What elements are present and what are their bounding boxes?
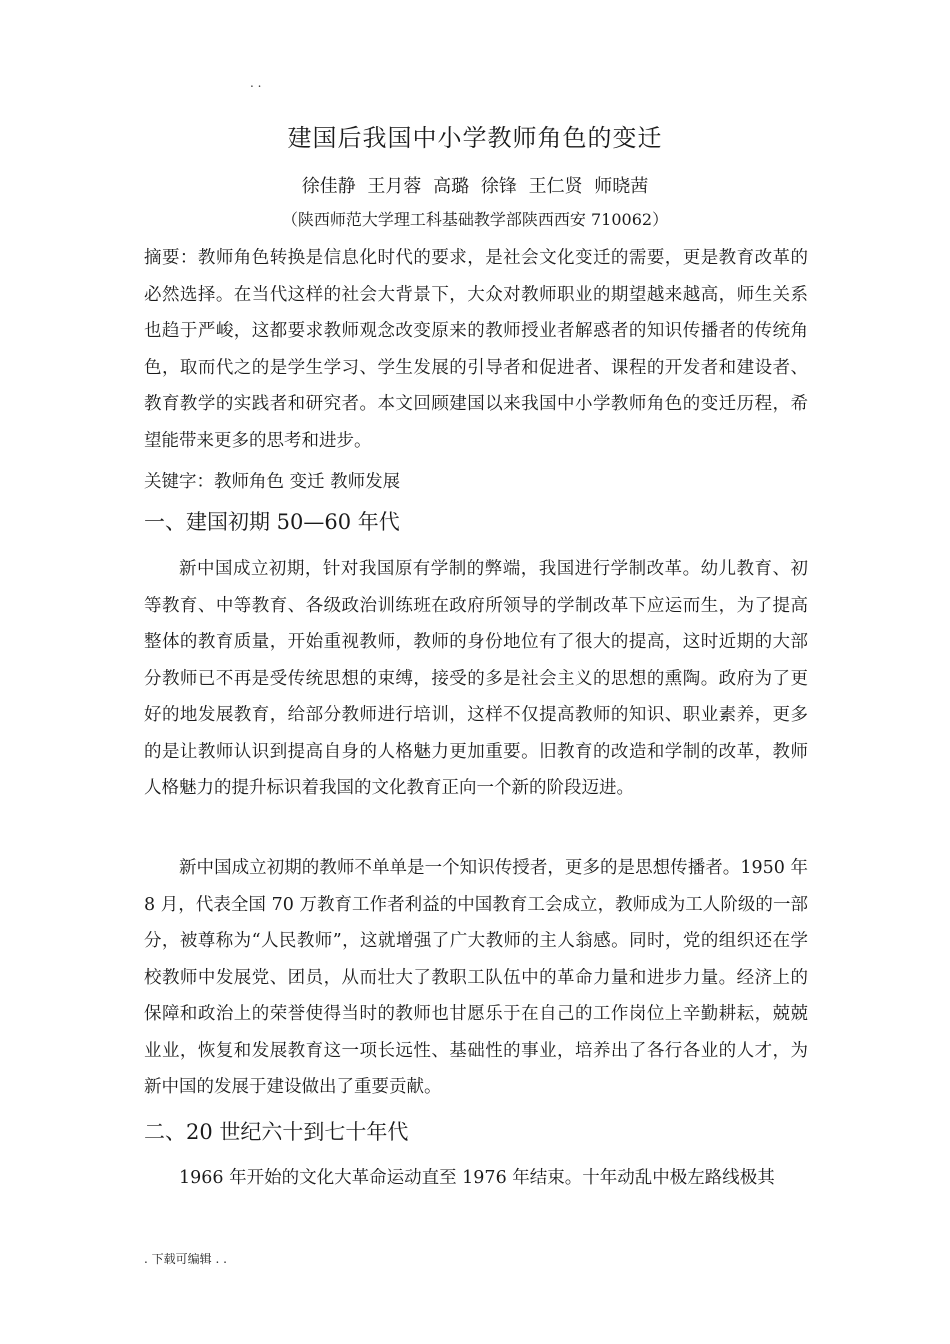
keywords: 关键字：教师角色 变迁 教师发展 <box>144 472 401 492</box>
section-heading-1: 一、建国初期 50—60 年代 <box>144 510 400 534</box>
header-marks: . . <box>250 76 262 90</box>
paper-title: 建国后我国中小学教师角色的变迁 <box>287 124 663 152</box>
section-heading-2: 二、20 世纪六十到七十年代 <box>144 1120 409 1144</box>
abstract: 摘要：教师角色转换是信息化时代的要求，是社会文化变迁的需要，更是教育改革的必然选择。在当代这样的社会大背景下，大众对教师职业的期望越来越高，师生关系也趋于严峻，这都要求教师观念改变原来的教师授业者解惑者的知识传播者的传统角色，取而代之的是学生学习、学生发展的引导者和促进者、课程的开发者和建设者、教育教学的实践者和研究者。本文回顾建国以来我国中小学教师角色的变迁历程，希望能带来更多的思考和进步。 <box>144 248 808 451</box>
paragraph: 新中国成立初期，针对我国原有学制的弊端，我国进行学制改革。幼儿教育、初等教育、中等教育、各级政治训练班在政府所领导的学制改革下应运而生，为了提高整体的教育质量，开始重视教师，教师的身份地位有了很大的提高，这时近期的大部分教师已不再是受传统思想的束缚，接受的多是社会主义的思想的熏陶。政府为了更好的地发展教育，给部分教师进行培训，这样不仅提高教师的知识、职业素养，更多的是让教师认识到提高自身的人格魅力更加重要。旧教育的改造和学制的改革，教师人格魅力的提升标识着我国的文化教育正向一个新的阶段迈进。 <box>144 559 808 798</box>
paragraph: 新中国成立初期的教师不单单是一个知识传授者，更多的是思想传播者。1950 年 8 月，代表全国 70 万教育工作者利益的中国教育工会成立，教师成为工人阶级的一部分，被尊称为“人民教师”，这就增强了广大教师的主人翁感。同时，党的组织还在学校教师中发展党、团员，从而壮大了教职工队伍中的革命力量和进步力量。经济上的保障和政治上的荣誉使得当时的教师也甘愿乐于在自己的工作岗位上辛勤耕耘，兢兢业业，恢复和发展教育这一项长远性、基础性的事业，培养出了各行各业的人才，为新中国的发展于建设做出了重要贡献。 <box>144 858 808 1097</box>
author-list: 徐佳静 王月蓉 高璐 徐锋 王仁贤 师晓茜 <box>301 176 649 197</box>
paragraph: 1966 年开始的文化大革命运动直至 1976 年结束。十年动乱中极左路线极其 <box>179 1168 775 1188</box>
page-footer: . 下载可编辑 . . <box>144 1252 227 1266</box>
affiliation: （陕西师范大学理工科基础教学部陕西西安 710062） <box>281 210 669 229</box>
